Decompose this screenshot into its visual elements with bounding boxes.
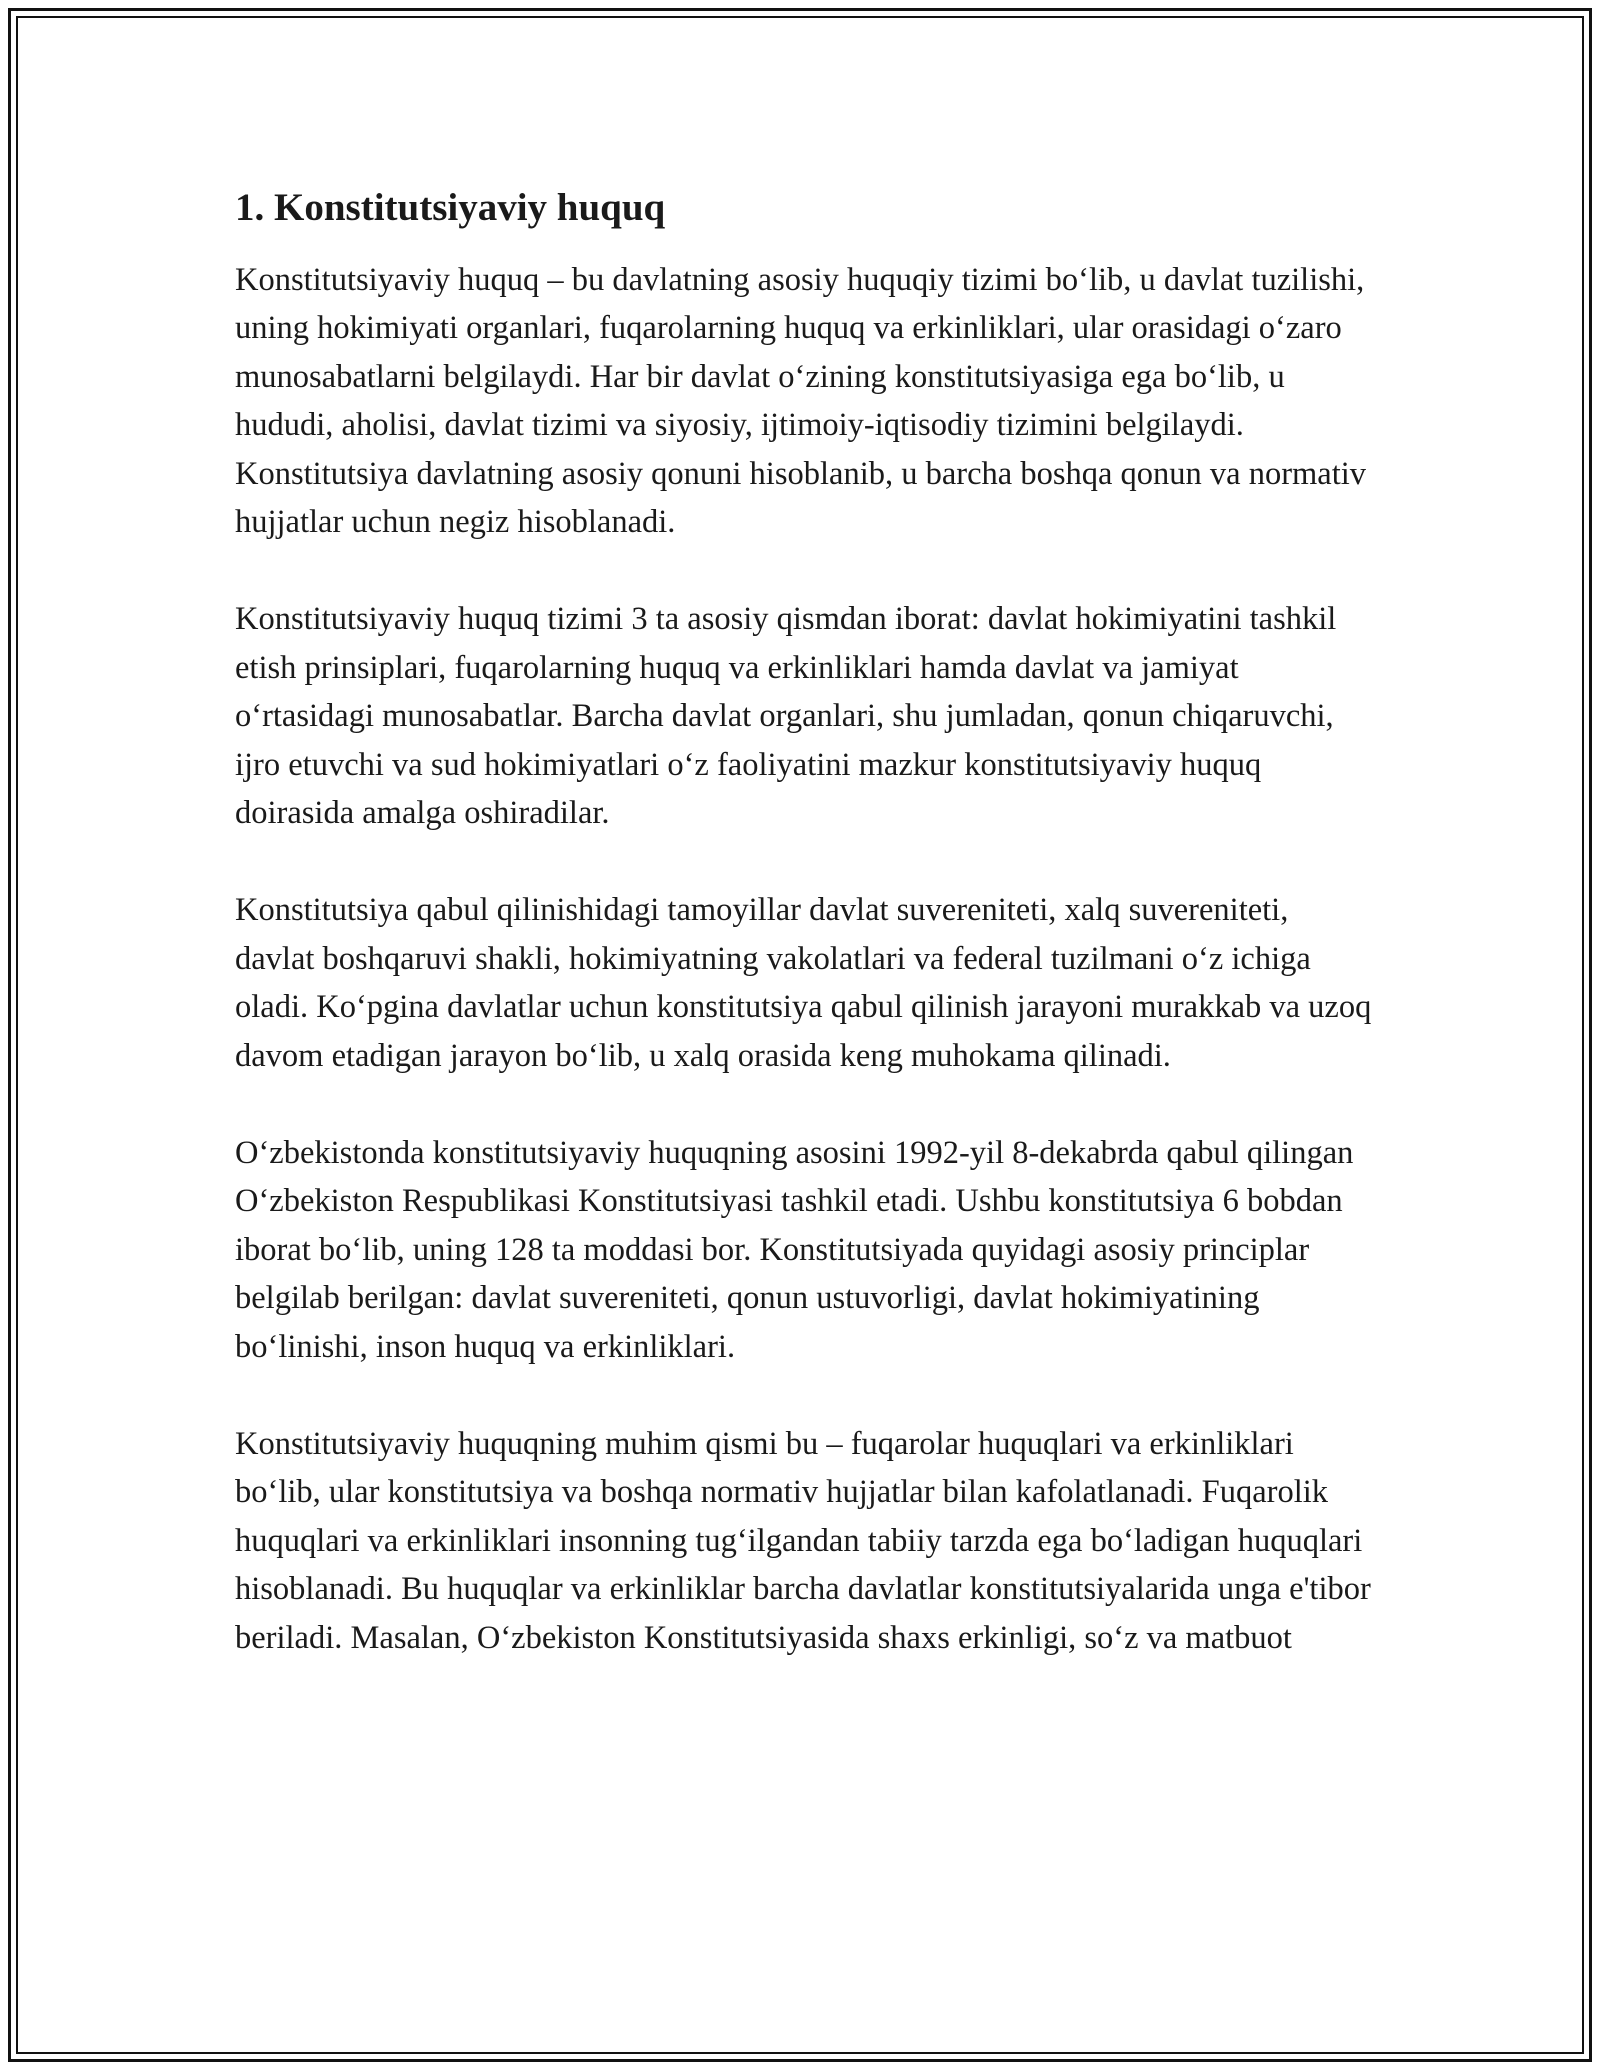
paragraph-citizen-rights: Konstitutsiyaviy huquqning muhim qismi bu – fuqarolar huquqlari va erkinliklari bo‘lib, ular konstitutsiya va boshqa normativ hujjatlar bilan kafolatlanadi. Fuqarolik huquqlari va erkinliklari insonning tug‘ilgandan tabiiy tarzda ega bo‘ladigan huquqlari hisoblanadi. Bu huquqlar va erkinliklar barcha davlatlar konstitutsiyalarida unga e'tibor beriladi. Masalan, O‘zbekiston Konstitutsiyasida shaxs erkinligi, so‘z va matbuot	[235, 1425, 1371, 1656]
paragraph-system-parts: Konstitutsiyaviy huquq tizimi 3 ta asosiy qismdan iborat: davlat hokimiyatini tashkil etish prinsiplari, fuqarolarning huquq va erkinliklari hamda davlat va jamiyat o‘rtasidagi munosabatlar. Barcha davlat organlari, shu jumladan, qonun chiqaruvchi, ijro etuvchi va sud hokimiyatlari o‘z faoliyatini mazkur konstitutsiyaviy huquq doirasida amalga oshiradilar.	[235, 601, 1337, 832]
paragraph-definition: Konstitutsiyaviy huquq – bu davlatning asosiy huquqiy tizimi bo‘lib, u davlat tuzilishi, uning hokimiyati organlari, fuqarolarning huquq va erkinliklari, ular orasidagi o‘zaro munosabatlarni belgilaydi. Har bir davlat o‘zining konstitutsiyasiga ega bo‘lib, u hududi, aholisi, davlat tizimi va siyosiy, ijtimoiy-iqtisodiy tizimini belgilaydi. Konstitutsiya davlatning asosiy qonuni hisoblanib, u barcha boshqa qonun va normativ hujjatlar uchun negiz hisoblanadi.	[235, 261, 1367, 541]
paragraph-adoption-principles: Konstitutsiya qabul qilinishidagi tamoyillar davlat suvereniteti, xalq suvereniteti, davlat boshqaruvi shakli, hokimiyatning vakolatlari va federal tuzilmani o‘z ichiga oladi. Ko‘pgina davlatlar uchun konstitutsiya qabul qilinish jarayoni murakkab va uzoq davom etadigan jarayon bo‘lib, u xalq orasida keng muhokama qilinadi.	[235, 892, 1372, 1074]
paragraph-uzbekistan-constitution: O‘zbekistonda konstitutsiyaviy huquqning asosini 1992-yil 8-dekabrda qabul qilingan O‘zbekiston Respublikasi Konstitutsiyasi tashkil etadi. Ushbu konstitutsiya 6 bobdan iborat bo‘lib, uning 128 ta moddasi bor. Konstitutsiyada quyidagi asosiy principlar belgilab berilgan: davlat suvereniteti, qonun ustuvorligi, davlat hokimiyatining bo‘linishi, inson huquq va erkinliklari.	[235, 1134, 1354, 1365]
document-body	[235, 185, 1375, 1711]
section-heading: 1. Konstitutsiyaviy huquq	[235, 186, 666, 229]
